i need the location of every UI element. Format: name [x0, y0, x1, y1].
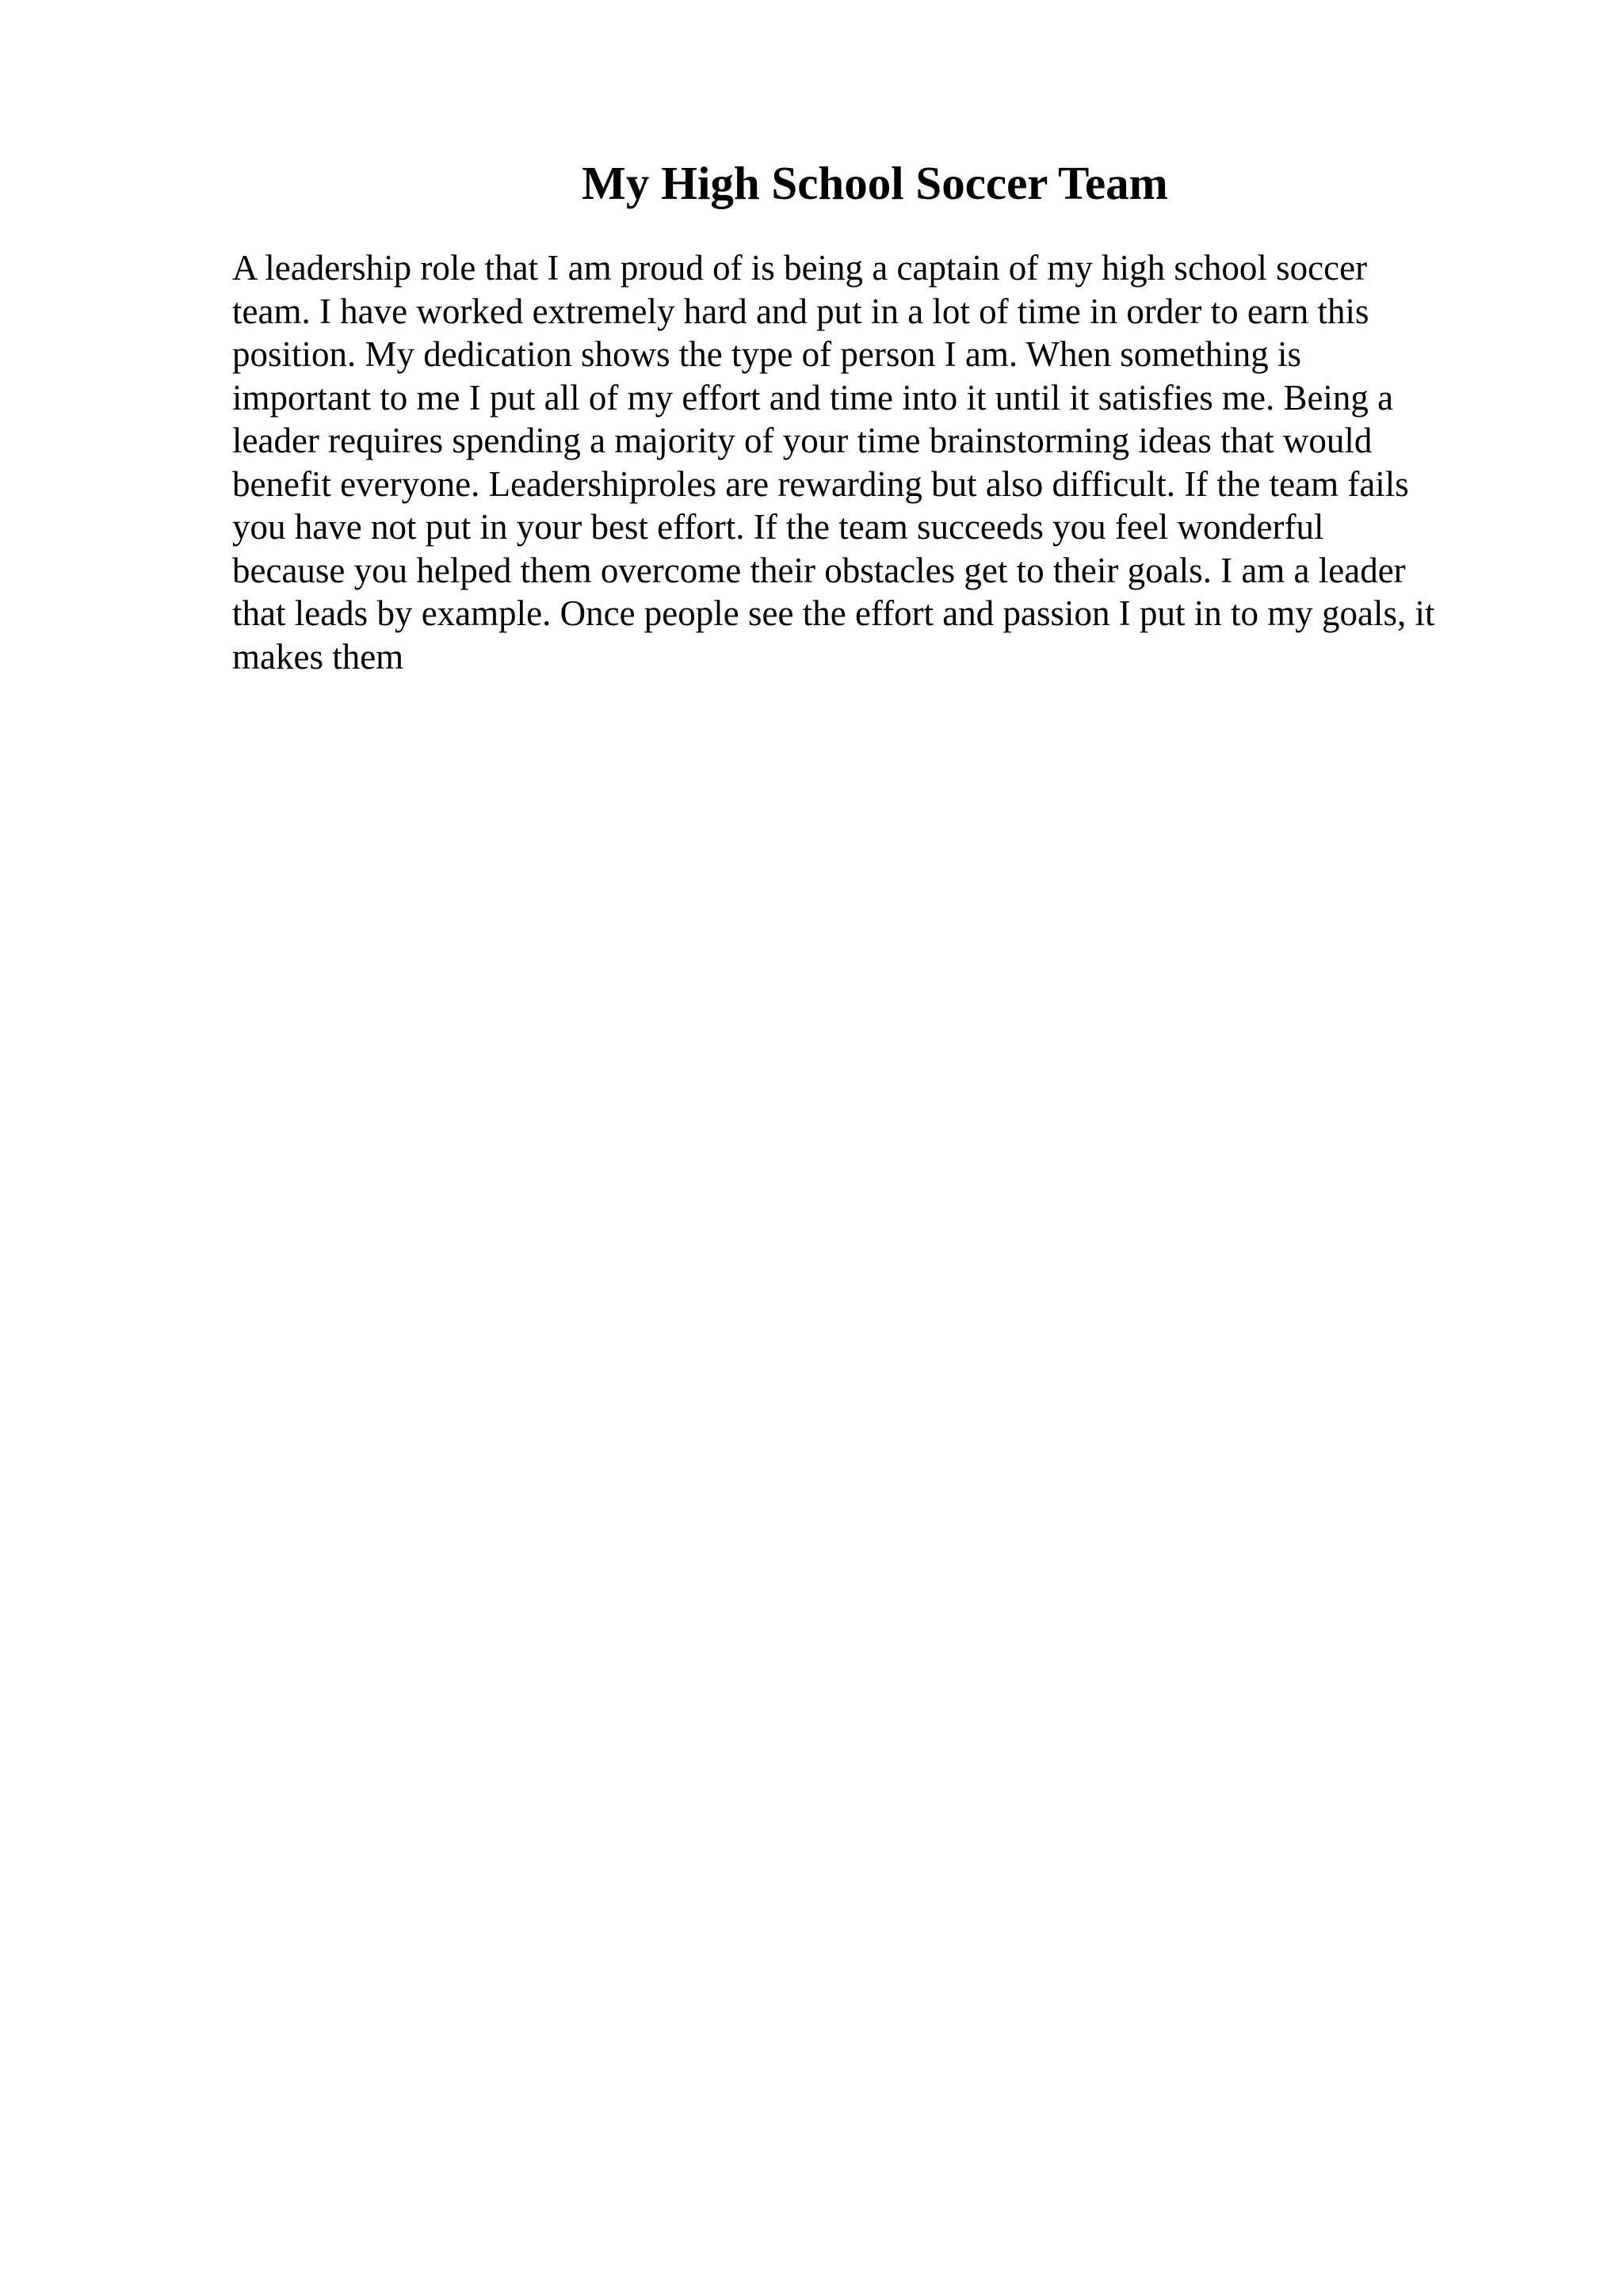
body-line: makes them — [232, 636, 404, 677]
body-line: A leadership role that I am proud of is being a captain of my high school soccer — [232, 248, 1368, 288]
body-line: that leads by example. Once people see the effort and passion I put in to my goals, it — [232, 593, 1435, 633]
body-line: position. My dedication shows the type of person I am. When something is — [232, 334, 1301, 374]
body-line: team. I have worked extremely hard and put in a lot of time in order to earn this — [232, 291, 1369, 331]
body-line: important to me I put all of my effort and time into it until it satisfies me. Being a — [232, 377, 1394, 418]
body-line: leader requires spending a majority of your time brainstorming ideas that would — [232, 421, 1373, 460]
body-line: you have not put in your best effort. If the team succeeds you feel wonderful — [232, 507, 1324, 547]
body-line: because you helped them overcome their obstacles get to their goals. I am a leader — [232, 550, 1406, 590]
document-title: My High School Soccer Team — [582, 157, 1168, 209]
body-line: benefit everyone. Leadershiproles are rewarding but also difficult. If the team fails — [232, 463, 1409, 504]
document-body — [232, 246, 1435, 678]
